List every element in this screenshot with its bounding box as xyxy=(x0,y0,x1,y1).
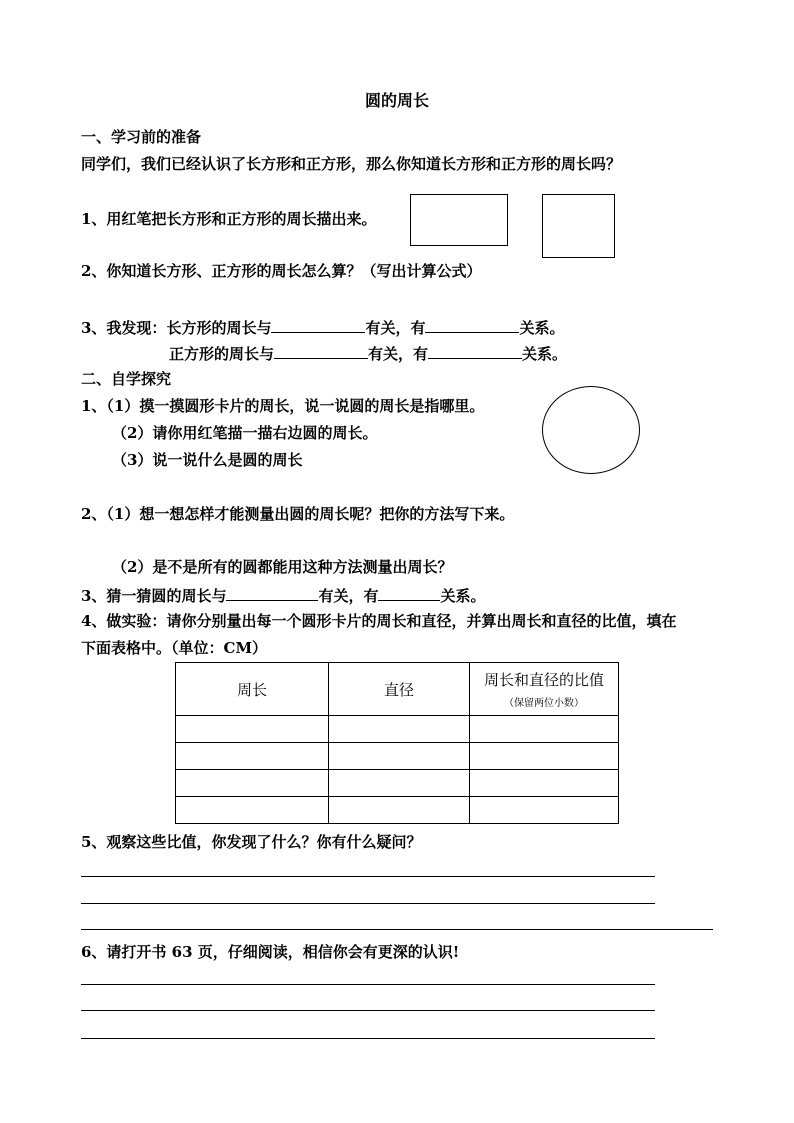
question-s2-6: 6、请打开书 63 页，仔细阅读，相信你会有更深的认识! xyxy=(81,943,460,961)
table-cell[interactable] xyxy=(176,716,329,743)
question-3-square-prefix: 正方形的周长与 xyxy=(169,345,275,363)
answer-blank[interactable] xyxy=(274,343,368,359)
section1-heading: 一、学习前的准备 xyxy=(81,128,202,146)
table-cell[interactable] xyxy=(329,770,470,797)
question-s2-3-prefix: 3、猜一猜圆的周长与 xyxy=(81,587,227,605)
question-3-rect xyxy=(81,317,564,337)
section1-intro: 同学们，我们已经认识了长方形和正方形，那么你知道长方形和正方形的周长吗？ xyxy=(81,155,622,173)
answer-blank[interactable] xyxy=(271,317,365,333)
table-cell[interactable] xyxy=(470,716,619,743)
table-cell[interactable] xyxy=(329,743,470,770)
answer-blank[interactable] xyxy=(226,585,318,601)
table-header-perimeter: 周长 xyxy=(176,663,329,716)
answer-line[interactable] xyxy=(81,903,655,904)
table-cell[interactable] xyxy=(329,797,470,824)
experiment-table xyxy=(175,662,619,824)
answer-blank[interactable] xyxy=(425,317,519,333)
question-s2-5: 5、观察这些比值，你发现了什么？你有什么疑问？ xyxy=(81,833,422,851)
question-s2-3-end: 关系。 xyxy=(440,587,486,605)
table-row xyxy=(176,716,619,743)
question-1: 1、用红笔把长方形和正方形的周长描出来。 xyxy=(81,210,377,228)
table-row xyxy=(176,797,619,824)
question-3-rect-end: 关系。 xyxy=(519,319,565,337)
table-cell[interactable] xyxy=(176,797,329,824)
question-3-rect-mid: 有关，有 xyxy=(365,319,426,337)
table-cell[interactable] xyxy=(470,797,619,824)
question-s2-2b: （2）是不是所有的圆都能用这种方法测量出周长？ xyxy=(112,558,453,576)
square-figure xyxy=(542,194,615,258)
table-cell[interactable] xyxy=(176,770,329,797)
question-s2-1b: （2）请你用红笔描一描右边圆的周长。 xyxy=(112,424,378,442)
section2-heading: 二、自学探究 xyxy=(81,370,172,388)
question-3-square-mid: 有关，有 xyxy=(368,345,429,363)
question-s2-3-mid: 有关，有 xyxy=(318,587,379,605)
table-header-ratio xyxy=(470,663,619,716)
question-s2-1c: （3）说一说什么是圆的周长 xyxy=(112,451,303,469)
question-3-square xyxy=(169,343,567,363)
answer-line[interactable] xyxy=(81,984,655,985)
answer-blank[interactable] xyxy=(378,585,440,601)
question-s2-2a: 2、（1）想一想怎样才能测量出圆的周长呢？把你的方法写下来。 xyxy=(81,505,515,523)
table-cell[interactable] xyxy=(329,716,470,743)
table-row xyxy=(176,770,619,797)
question-3-rect-prefix: 3、我发现：长方形的周长与 xyxy=(81,319,272,337)
table-header-diameter: 直径 xyxy=(329,663,470,716)
answer-line[interactable] xyxy=(81,876,655,877)
question-s2-1a: 1、（1）摸一摸圆形卡片的周长，说一说圆的周长是指哪里。 xyxy=(81,397,485,415)
table-cell[interactable] xyxy=(176,743,329,770)
table-cell[interactable] xyxy=(470,743,619,770)
table-header-ratio-note: （保留两位小数） xyxy=(504,698,584,709)
question-3-square-end: 关系。 xyxy=(522,345,568,363)
question-s2-4-line2: 下面表格中。（单位：CM） xyxy=(81,639,268,657)
page-title: 圆的周长 xyxy=(364,91,429,110)
table-row xyxy=(176,743,619,770)
circle-figure xyxy=(542,386,640,474)
rectangle-figure xyxy=(410,194,508,246)
table-cell[interactable] xyxy=(470,770,619,797)
table-header-ratio-label: 周长和直径的比值 xyxy=(483,671,604,689)
question-s2-4-line1: 4、做实验：请你分别量出每一个圆形卡片的周长和直径，并算出周长和直径的比值，填在 xyxy=(81,612,677,630)
question-s2-3 xyxy=(81,585,485,605)
answer-line[interactable] xyxy=(81,929,713,930)
question-2: 2、你知道长方形、正方形的周长怎么算？（写出计算公式） xyxy=(81,262,482,280)
answer-line[interactable] xyxy=(81,1038,655,1039)
answer-blank[interactable] xyxy=(428,343,522,359)
answer-line[interactable] xyxy=(81,1010,655,1011)
